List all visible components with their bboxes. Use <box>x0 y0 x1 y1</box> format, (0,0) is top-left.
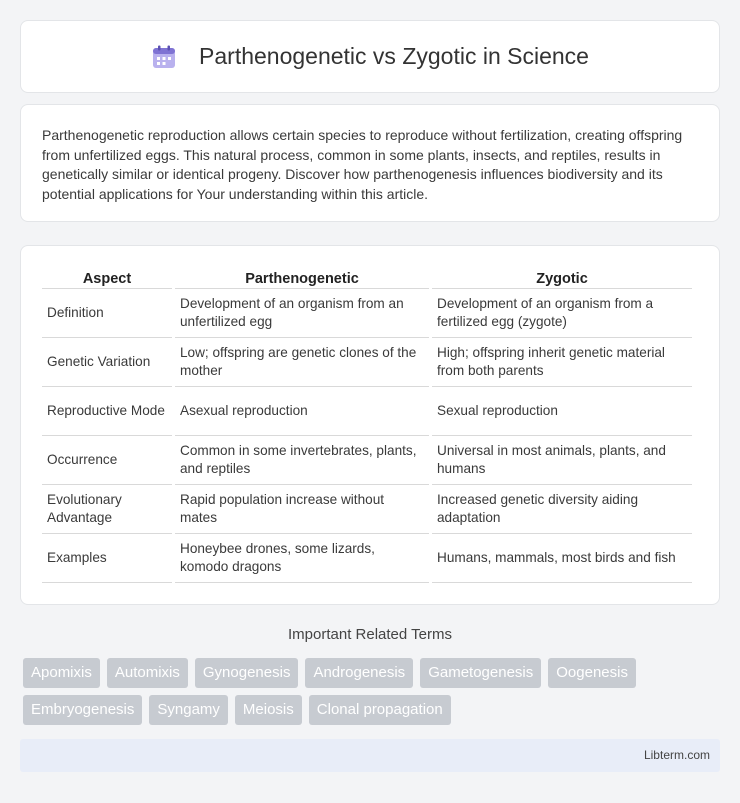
table-row <box>42 436 692 485</box>
page-title: Parthenogenetic vs Zygotic in Science <box>199 43 589 69</box>
column-header-aspect: Aspect <box>42 264 172 289</box>
related-term-tag[interactable]: Apomixis <box>23 658 100 688</box>
table-cell-parthenogenetic: Low; offspring are genetic clones of the mother <box>175 338 429 387</box>
table-cell-parthenogenetic: Development of an organism from an unfertilized egg <box>175 289 429 338</box>
related-term-tag[interactable]: Clonal propagation <box>309 695 451 725</box>
table-row <box>42 534 692 583</box>
table-row <box>42 289 692 338</box>
related-term-tag[interactable]: Automixis <box>107 658 188 688</box>
related-term-tag[interactable]: Androgenesis <box>305 658 413 688</box>
related-terms-heading: Important Related Terms <box>288 626 452 643</box>
related-term-tag[interactable]: Syngamy <box>149 695 228 725</box>
table-cell-aspect: Occurrence <box>42 436 172 485</box>
table-cell-zygotic: Development of an organism from a fertilized egg (zygote) <box>432 289 692 338</box>
footer <box>20 739 720 772</box>
table-cell-aspect: Definition <box>42 289 172 338</box>
table-cell-aspect: Evolutionary Advantage <box>42 485 172 534</box>
table-cell-zygotic: Sexual reproduction <box>432 387 692 436</box>
comparison-table-card <box>20 245 720 605</box>
table-cell-aspect: Genetic Variation <box>42 338 172 387</box>
table-cell-zygotic: High; offspring inherit genetic material from both parents <box>432 338 692 387</box>
table-cell-parthenogenetic: Rapid population increase without mates <box>175 485 429 534</box>
intro-text: Parthenogenetic reproduction allows certain species to reproduce without fertilization, creating offspring from unfertilized eggs. This natural process, common in some plants, insects, and reptiles, results in genetically similar or identical progeny. Discover how parthenogenesis influences biodiversity and its potential applications for Your understanding within this article. <box>42 127 683 202</box>
table-cell-aspect: Examples <box>42 534 172 583</box>
table-row <box>42 338 692 387</box>
table-cell-zygotic: Increased genetic diversity aiding adaptation <box>432 485 692 534</box>
table-cell-zygotic: Universal in most animals, plants, and humans <box>432 436 692 485</box>
table-cell-zygotic: Humans, mammals, most birds and fish <box>432 534 692 583</box>
table-cell-parthenogenetic: Asexual reproduction <box>175 387 429 436</box>
table-cell-parthenogenetic: Honeybee drones, some lizards, komodo dragons <box>175 534 429 583</box>
related-term-tag[interactable]: Meiosis <box>235 695 302 725</box>
title-card <box>20 20 720 93</box>
related-term-tag[interactable]: Embryogenesis <box>23 695 142 725</box>
related-term-tag[interactable]: Oogenesis <box>548 658 636 688</box>
comparison-table <box>39 264 695 583</box>
related-term-tag[interactable]: Gynogenesis <box>195 658 299 688</box>
related-terms-list <box>23 658 723 732</box>
footer-site-link[interactable]: Libterm.com <box>643 748 710 762</box>
table-header-row <box>42 264 692 289</box>
table-row <box>42 387 692 436</box>
table-row <box>42 485 692 534</box>
column-header-parthenogenetic: Parthenogenetic <box>175 264 429 289</box>
column-header-zygotic: Zygotic <box>432 264 692 289</box>
table-cell-parthenogenetic: Common in some invertebrates, plants, and reptiles <box>175 436 429 485</box>
related-term-tag[interactable]: Gametogenesis <box>420 658 541 688</box>
calendar-icon <box>151 44 177 70</box>
table-cell-aspect: Reproductive Mode <box>42 387 172 436</box>
intro-card <box>20 104 720 222</box>
